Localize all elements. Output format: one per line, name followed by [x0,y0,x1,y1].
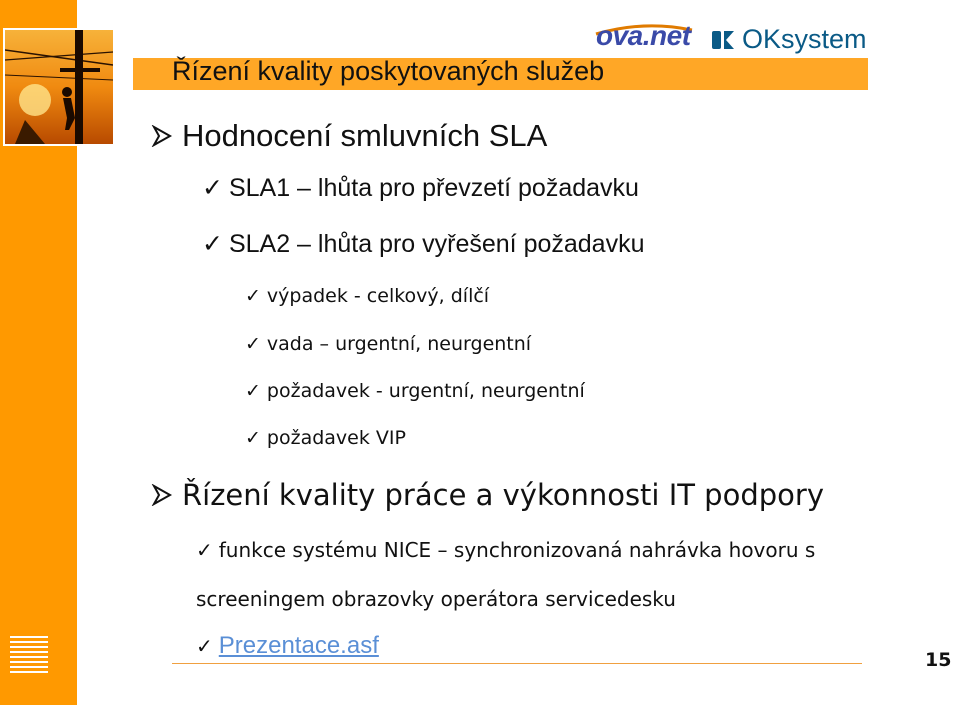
checkmark-icon: ✓ [245,333,261,355]
decorative-bars-icon [10,636,48,676]
checkmark-icon: ✓ [202,174,223,202]
checkmark-icon: ✓ [245,380,261,402]
sub-list-item [245,380,585,402]
oksystem-logo-text: OKsystem [742,24,867,54]
sub-list-item-text: výpadek - celkový, dílčí [266,285,490,307]
section1-heading [150,118,547,154]
sub-list-item-text: požadavek - urgentní, neurgentní [266,380,585,402]
checkmark-icon: ✓ [245,427,261,449]
footer-divider [172,663,862,664]
sub-list-item [245,285,489,307]
sub-list-item-text: požadavek VIP [266,427,406,449]
list-item-text: screeningem obrazovky operátora servicedesku [196,587,676,611]
list-item-text: SLA2 – lhůta pro vyřešení požadavku [228,229,645,258]
sub-list-item [245,427,406,449]
list-item [202,173,639,203]
oksystem-mark-icon [712,29,736,51]
checkmark-icon: ✓ [245,285,261,307]
lineman-photo [3,28,115,146]
section2-heading-text: Řízení kvality práce a výkonnosti IT podpory [182,478,824,512]
checkmark-icon: ✓ [196,538,213,562]
ova-net-logo: ova.net [596,20,691,51]
oksystem-logo [712,24,867,55]
arrow-bullet-icon [150,484,174,506]
presentation-link[interactable]: Prezentace.asf [218,632,379,659]
checkmark-icon: ✓ [202,230,223,258]
page-number: 15 [925,649,952,671]
checkmark-icon: ✓ [196,634,213,658]
section2-heading [150,478,824,512]
sub-list-item [245,333,531,355]
arrow-bullet-icon [150,125,174,147]
list-item-text: SLA1 – lhůta pro převzetí požadavku [228,173,639,202]
list-item-text: funkce systému NICE – synchronizovaná nahrávka hovoru s [218,538,816,562]
section1-heading-text: Hodnocení smluvních SLA [182,118,548,153]
list-item-continuation [196,587,676,611]
list-item [196,538,815,562]
slide-title: Řízení kvality poskytovaných služeb [172,56,605,86]
sub-list-item-text: vada – urgentní, neurgentní [266,333,532,355]
list-item [202,229,645,259]
link-item [196,632,379,660]
